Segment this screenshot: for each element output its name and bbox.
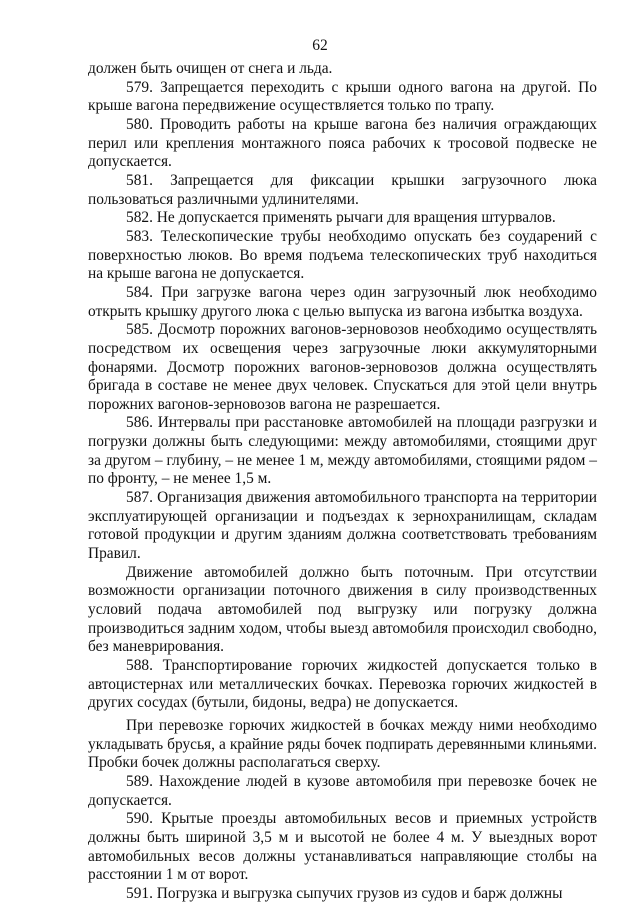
paragraph-588: 588. Транспортирование горючих жидкостей допускается только в автоцистернах или металлических бочках. Перевозка горючих жидкостей в других сосудах (бутыли, бидоны, ведра) не допускается. bbox=[88, 657, 597, 712]
paragraph-589: 589. Нахождение людей в кузове автомобиля при перевозке бочек не допускается. bbox=[88, 772, 597, 809]
paragraph-580: 580. Проводить работы на крыше вагона без наличия ограждающих перил или крепления монтажного пояса рабочих к тросовой подвеске не допускается. bbox=[88, 115, 597, 171]
paragraph-591: 591. Погрузка и выгрузка сыпучих грузов из судов и барж должны bbox=[126, 884, 563, 902]
document-body bbox=[88, 60, 597, 904]
paragraph-581: 581. Запрещается для фиксации крышки загрузочного люка пользоваться различными удлинителями. bbox=[88, 171, 597, 208]
paragraph-586: 586. Интервалы при расстановке автомобилей на площади разгрузки и погрузки должны быть следующими: между автомобилями, стоящими друг за другом – глубину, – не менее 1 м, между автомобилями, стоящими рядом – по фронту, – не менее 1,5 м. bbox=[88, 414, 597, 488]
paragraph-579: 579. Запрещается переходить с крыши одного вагона на другой. По крыше вагона передвижение осуществляется только по трапу. bbox=[88, 78, 597, 115]
paragraph-583: 583. Телескопические трубы необходимо опускать без соударений с поверхностью люков. Во время подъема телескопических труб находиться на крыше вагона не допускается. bbox=[88, 227, 597, 283]
paragraph-590: 590. Крытые проезды автомобильных весов и приемных устройств должны быть шириной 3,5 м и высотой не более 4 м. У выездных ворот автомобильных весов должны устанавливаться направляющие столбы на расстоянии 1 м от ворот. bbox=[88, 810, 597, 884]
paragraph-582: 582. Не допускается применять рычаги для вращения штурвалов. bbox=[126, 209, 556, 227]
paragraph-continuation: должен быть очищен от снега и льда. bbox=[88, 60, 333, 77]
paragraph-587: 587. Организация движения автомобильного транспорта на территории эксплуатирующей организации и подъездах к зернохранилищам, складам готовой продукции и другим зданиям должна соответствовать требованиям Правил. bbox=[88, 489, 597, 563]
paragraph-587-traffic: Движение автомобилей должно быть поточным. При отсутствии возможности организации поточного движения в силу производственных условий подача автомобилей под выгрузку или погрузку должна производиться задним ходом, чтобы выезд автомобиля происходил свободно, без маневрирования. bbox=[88, 563, 597, 656]
paragraph-584: 584. При загрузке вагона через один загрузочный люк необходимо открыть крышку другого люка с целью выпуска из вагона избытка воздуха. bbox=[88, 283, 597, 320]
page-number: 62 bbox=[312, 37, 328, 54]
paragraph-585: 585. Досмотр порожних вагонов-зерновозов необходимо осуществлять посредством их освещения через загрузочные люки аккумуляторными фонарями. Досмотр порожних вагонов-зерновозов должна осуществлять бригада в составе не менее двух человек. Спускаться для этой цели внутрь порожних вагонов-зерновозов вагона не разрешается. bbox=[88, 321, 597, 413]
paragraph-588-barrels: При перевозке горючих жидкостей в бочках между ними необходимо укладывать брусья, а крайние ряды бочек подпирать деревянными клиньями. Пробки бочек должны располагаться сверху. bbox=[88, 716, 597, 772]
